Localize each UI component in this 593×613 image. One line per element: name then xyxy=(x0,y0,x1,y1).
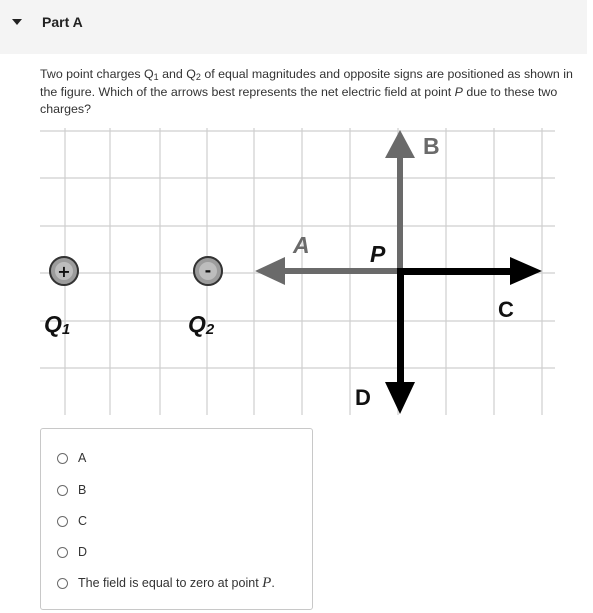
option-label: The field is equal to zero at point P. xyxy=(78,574,275,591)
radio-icon[interactable] xyxy=(57,453,68,464)
option-a[interactable] xyxy=(57,448,86,468)
option-label: C xyxy=(78,514,88,528)
q1-sign: + xyxy=(57,262,71,281)
arrow-a-label: A xyxy=(293,232,310,258)
part-header xyxy=(0,0,587,54)
option-zero-field[interactable] xyxy=(57,573,275,593)
option-label: A xyxy=(78,451,87,465)
option-label: B xyxy=(78,483,87,497)
radio-icon[interactable] xyxy=(57,485,68,496)
option-b[interactable] xyxy=(57,480,86,500)
option-c[interactable] xyxy=(57,511,87,531)
figure xyxy=(40,128,560,423)
point-p-label: P xyxy=(370,241,386,267)
arrow-d xyxy=(385,271,415,414)
arrow-d-label: D xyxy=(355,385,371,410)
radio-icon[interactable] xyxy=(57,516,68,527)
option-d[interactable] xyxy=(57,542,87,562)
radio-icon[interactable] xyxy=(57,578,68,589)
answer-options xyxy=(40,428,313,610)
q2-label: Q2 xyxy=(188,311,215,338)
q2-sign: - xyxy=(204,261,212,280)
option-label: D xyxy=(78,545,88,559)
arrow-b-label: B xyxy=(423,133,440,159)
charge-q1 xyxy=(49,256,79,286)
q1-label: Q1 xyxy=(44,311,71,338)
arrow-c-label: C xyxy=(498,297,514,322)
figure-svg xyxy=(40,128,560,418)
arrow-b xyxy=(385,130,415,273)
arrow-c xyxy=(397,257,542,285)
radio-icon[interactable] xyxy=(57,547,68,558)
question-text: Two point charges $Q_1$ and $Q_2$ of equal magnitudes and opposite signs are positioned as shown in the figure. Which of the arrows best represents the net electric field at point P due to these two charges? xyxy=(40,67,573,116)
charge-q2 xyxy=(193,256,223,286)
part-title: Part A xyxy=(42,14,83,30)
collapse-triangle-icon[interactable] xyxy=(11,16,23,28)
